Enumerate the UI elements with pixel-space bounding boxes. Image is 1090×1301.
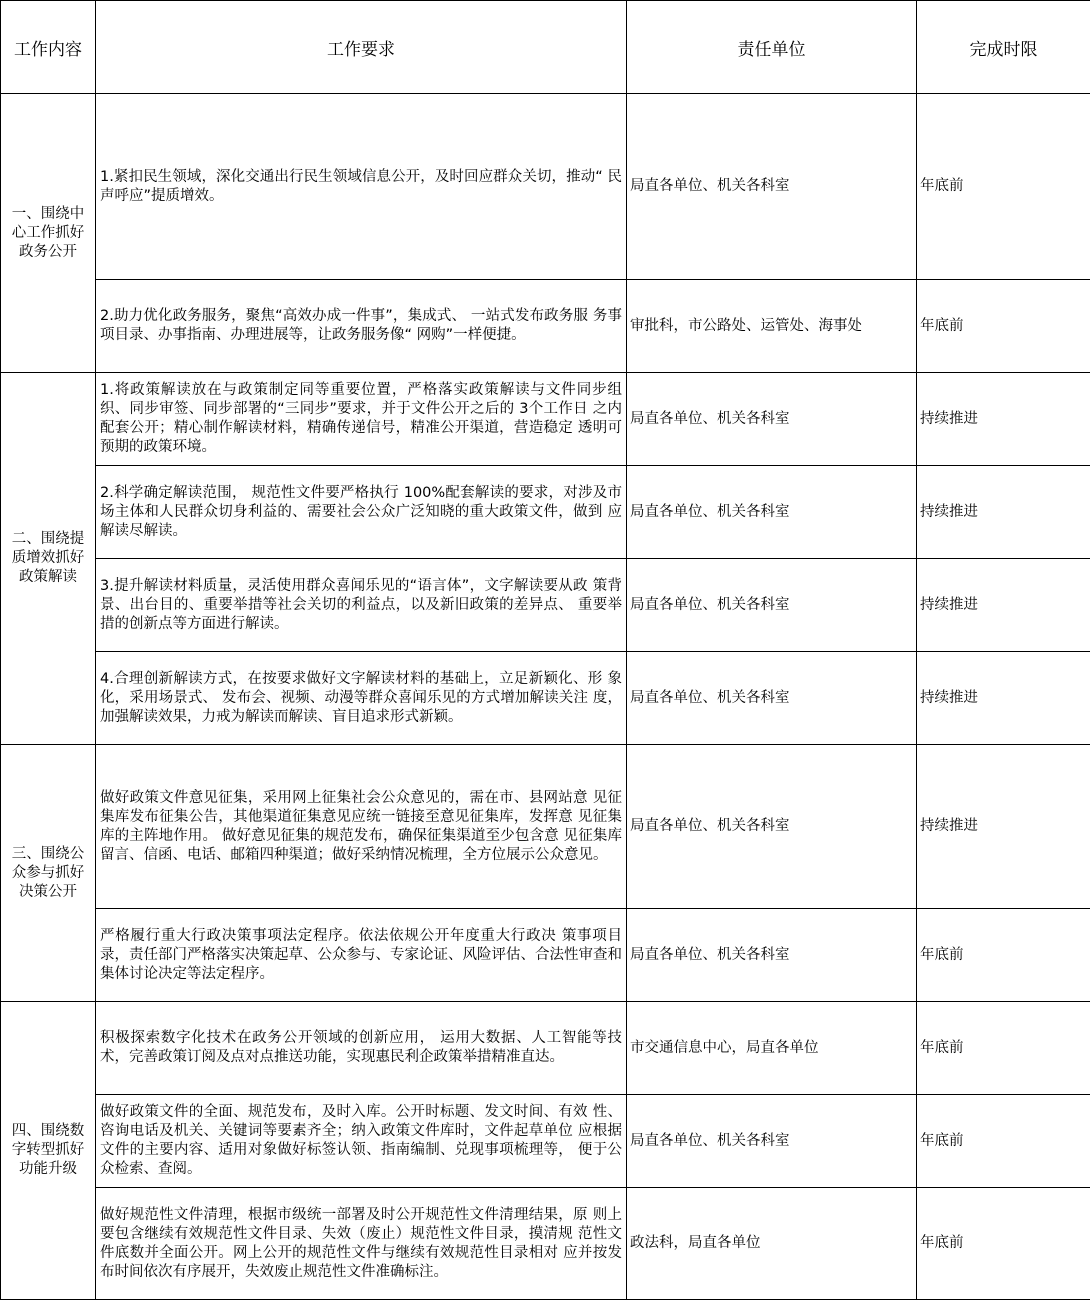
unit-cell: 局直各单位、机关各科室 (627, 909, 917, 1002)
unit-cell: 局直各单位、机关各科室 (627, 1095, 917, 1188)
deadline-cell: 持续推进 (917, 466, 1090, 559)
requirement-cell: 2.助力优化政务服务，聚焦“高效办成一件事”，集成式、 一站式发布政务服 务事项目录、办事指南、办理进展等，让政务服务像“ 网购”一样便捷。 (96, 280, 627, 373)
unit-cell: 局直各单位、机关各科室 (627, 94, 917, 280)
table-row (1, 559, 1090, 652)
unit-cell: 局直各单位、机关各科室 (627, 559, 917, 652)
header-work-requirement: 工作要求 (96, 1, 627, 94)
requirement-cell: 3.提升解读材料质量，灵活使用群众喜闻乐见的“语言体”，文字解读要从政 策背景、出台目的、重要举措等社会关切的利益点，以及新旧政策的差异点、 重要举措的创新点等方面进行解读。 (96, 559, 627, 652)
unit-cell: 市交通信息中心，局直各单位 (627, 1002, 917, 1095)
requirement-cell: 做好政策文件的全面、规范发布，及时入库。公开时标题、发文时间、有效 性、咨询电话及机关、关键词等要素齐全；纳入政策文件库时，文件起草单位 应根据文件的主要内容、适用对象做好标签认领、指南编制、兑现事项梳理等， 便于公众检索、查阅。 (96, 1095, 627, 1188)
deadline-cell: 持续推进 (917, 373, 1090, 466)
requirement-cell: 做好政策文件意见征集，采用网上征集社会公众意见的，需在市、县网站意 见征集库发布征集公告，其他渠道征集意见应统一链接至意见征集库，发挥意 见征集库的主阵地作用。 做好意见征集的规范发布，确保征集渠道至少包含意 见征集库留言、信函、电话、邮箱四种渠道；做好采纳情况梳理，全方位展示公众意见。 (96, 745, 627, 909)
unit-cell: 政法科，局直各单位 (627, 1188, 917, 1300)
unit-cell: 审批科，市公路处、运管处、海事处 (627, 280, 917, 373)
requirement-cell: 严格履行重大行政决策事项法定程序。依法依规公开年度重大行政决 策事项目录，责任部门严格落实决策起草、公众参与、专家论证、风险评估、合法性审查和集体讨论决定等法定程序。 (96, 909, 627, 1002)
deadline-cell: 持续推进 (917, 559, 1090, 652)
table-row (1, 1002, 1090, 1095)
table-row (1, 280, 1090, 373)
deadline-cell: 年底前 (917, 1002, 1090, 1095)
requirement-cell: 2.科学确定解读范围， 规范性文件要严格执行 100%配套解读的要求，对涉及市 场主体和人民群众切身利益的、需要社会公众广泛知晓的重大政策文件，做到 应解读尽解读。 (96, 466, 627, 559)
unit-cell: 局直各单位、机关各科室 (627, 373, 917, 466)
requirement-cell: 积极探索数字化技术在政务公开领域的创新应用， 运用大数据、人工智能等技术，完善政策订阅及点对点推送功能，实现惠民利企政策举措精准直达。 (96, 1002, 627, 1095)
table-row (1, 652, 1090, 745)
unit-cell: 局直各单位、机关各科室 (627, 466, 917, 559)
table-row (1, 94, 1090, 280)
category-cell: 三、围绕公众参与抓好决策公开 (1, 745, 96, 1002)
deadline-cell: 年底前 (917, 94, 1090, 280)
header-row (1, 1, 1090, 94)
category-cell: 四、围绕数字转型抓好功能升级 (1, 1002, 96, 1300)
deadline-cell: 年底前 (917, 909, 1090, 1002)
category-cell: 二、围绕提质增效抓好政策解读 (1, 373, 96, 745)
deadline-cell: 年底前 (917, 1188, 1090, 1300)
deadline-cell: 持续推进 (917, 745, 1090, 909)
deadline-cell: 年底前 (917, 280, 1090, 373)
deadline-cell: 持续推进 (917, 652, 1090, 745)
deadline-cell: 年底前 (917, 1095, 1090, 1188)
requirement-cell: 4.合理创新解读方式，在按要求做好文字解读材料的基础上，立足新颖化、形 象化，采用场景式、 发布会、视频、动漫等群众喜闻乐见的方式增加解读关注 度，加强解读效果，力戒为解读而解读、盲目追求形式新颖。 (96, 652, 627, 745)
table-row (1, 1188, 1090, 1300)
requirement-cell: 做好规范性文件清理，根据市级统一部署及时公开规范性文件清理结果，原 则上要包含继续有效规范性文件目录、失效（废止）规范性文件目录，摸清规 范性文件底数并全面公开。网上公开的规范性文件与继续有效规范性目录相对 应并按发布时间依次有序展开，失效废止规范性文件准确标注。 (96, 1188, 627, 1300)
header-work-content: 工作内容 (1, 1, 96, 94)
unit-cell: 局直各单位、机关各科室 (627, 652, 917, 745)
table-row (1, 1095, 1090, 1188)
unit-cell: 局直各单位、机关各科室 (627, 745, 917, 909)
table-row (1, 466, 1090, 559)
table-row (1, 373, 1090, 466)
requirement-cell: 1.紧扣民生领域，深化交通出行民生领域信息公开，及时回应群众关切，推动“ 民声呼应”提质增效。 (96, 94, 627, 280)
header-deadline: 完成时限 (917, 1, 1090, 94)
table-row (1, 909, 1090, 1002)
table-row (1, 745, 1090, 909)
requirement-cell: 1.将政策解读放在与政策制定同等重要位置，严格落实政策解读与文件同步组 织、同步审签、同步部署的“三同步”要求，并于文件公开之后的 3个工作日 之内配套公开；精心制作解读材料，精确传递信号，精准公开渠道，营造稳定 透明可预期的政策环境。 (96, 373, 627, 466)
category-cell: 一、围绕中心工作抓好政务公开 (1, 94, 96, 373)
header-responsible-unit: 责任单位 (627, 1, 917, 94)
